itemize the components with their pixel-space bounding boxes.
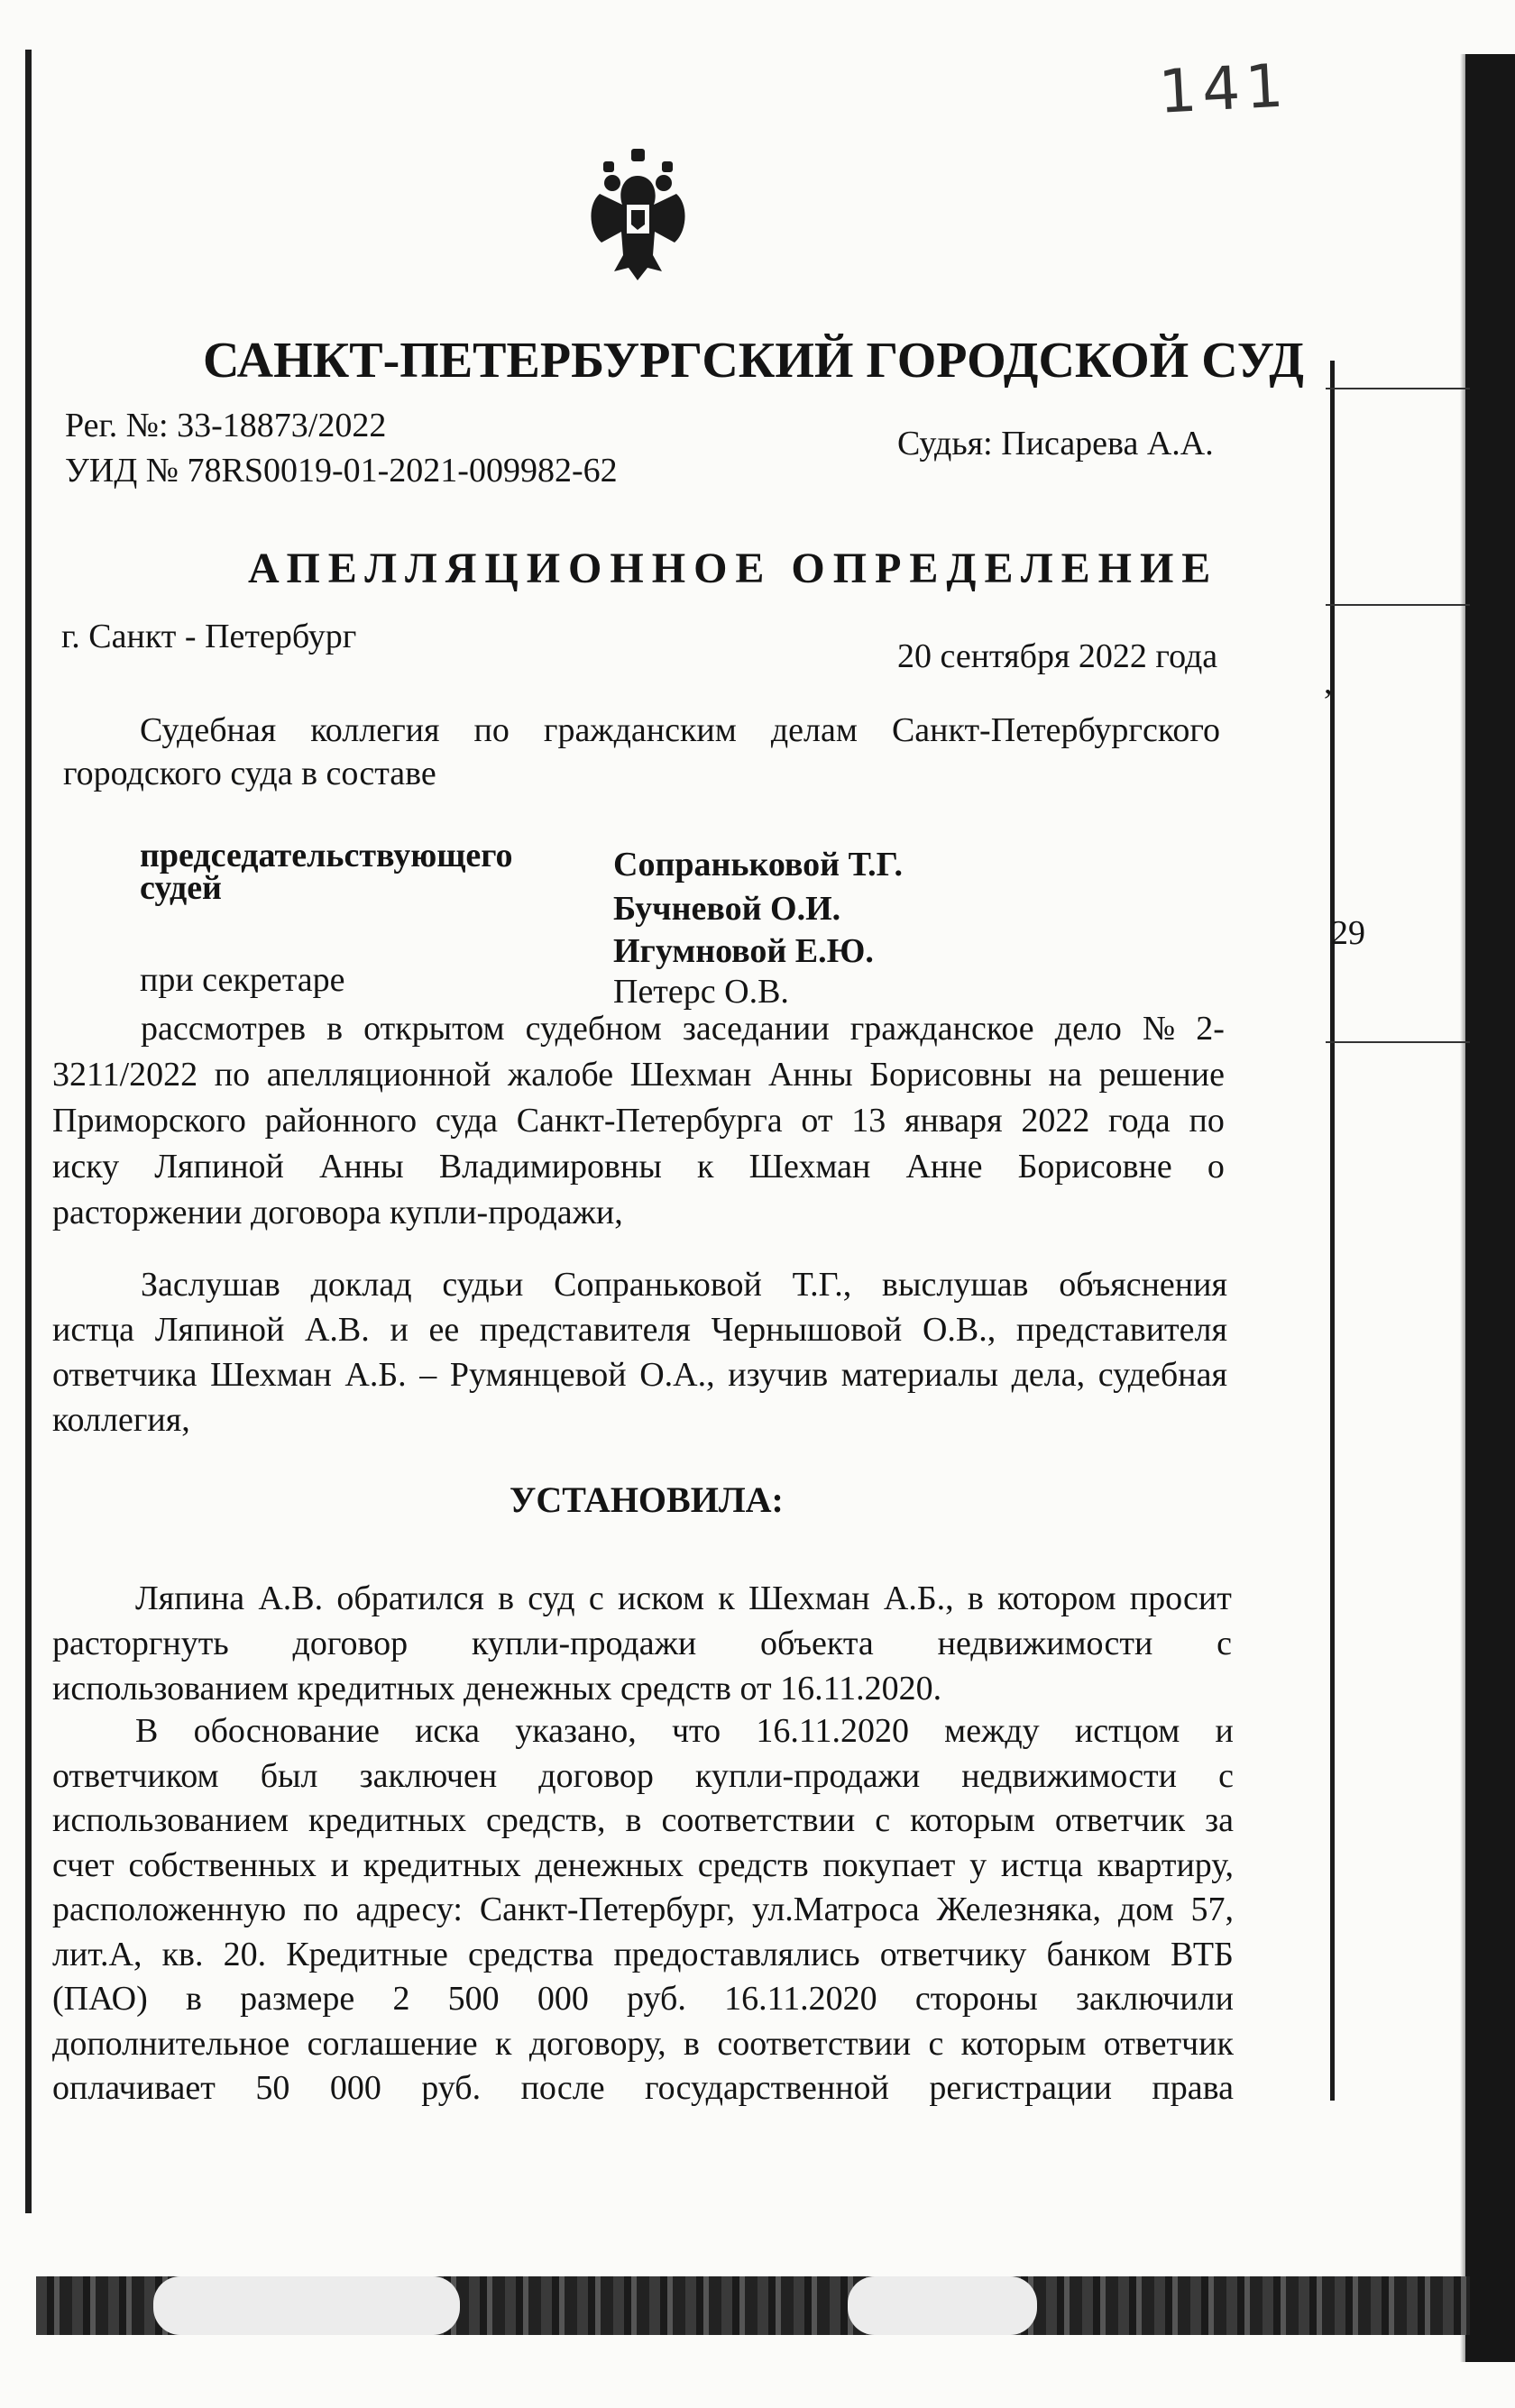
text-line: расторжении договора купли-продажи,: [52, 1194, 623, 1231]
text-line: В обоснование иска указано, что 16.11.2020 между истцом и: [135, 1712, 1234, 1750]
text-line: расположенную по адресу: Санкт-Петербург, ул.Матроса Железняка, дом 57,: [52, 1891, 1234, 1928]
registration-number: Рег. №: 33-18873/2022: [65, 407, 387, 444]
text-line: использованием кредитных средств, в соответствии с которым ответчик за: [52, 1801, 1234, 1839]
scan-left-edge: [25, 50, 32, 2213]
text-line: Заслушав доклад судьи Сопраньковой Т.Г., выслушав объяснения: [141, 1266, 1227, 1304]
scan-bottom-band: [36, 2276, 1470, 2335]
underlying-page-line: [1326, 388, 1470, 389]
text-line: истца Ляпиной А.В. и ее представителя Чернышовой О.В., представителя: [52, 1311, 1227, 1349]
heard-paragraph: [52, 1262, 1227, 1442]
city: г. Санкт - Петербург: [61, 618, 357, 655]
panel-judge: Бучневой О.И.: [613, 890, 841, 928]
coat-of-arms-emblem: [582, 149, 694, 284]
underlying-page-comma: ,: [1324, 664, 1333, 701]
secretary-name: Петерс О.В.: [613, 973, 789, 1011]
secretary-label: при секретаре: [140, 961, 345, 999]
text-line: использованием кредитных денежных средств от 16.11.2020.: [52, 1670, 942, 1708]
document-date: 20 сентября 2022 года: [897, 637, 1218, 675]
section-title: УСТАНОВИЛА:: [510, 1479, 784, 1520]
text-line: счет собственных и кредитных денежных средств покупает у истца квартиру,: [52, 1845, 1234, 1884]
trial-judge: Судья: Писарева А.А.: [897, 425, 1214, 462]
claim-paragraph: [52, 1576, 1232, 1711]
text-line: дополнительное соглашение к договору, в соответствии с которым ответчик: [52, 2024, 1234, 2063]
uid-number: УИД № 78RS0019-01-2021-009982-62: [65, 452, 618, 490]
text-line: Судебная коллегия по гражданским делам Санкт-Петербургского: [140, 711, 1220, 749]
scan-right-strip: [1465, 54, 1515, 2362]
underlying-page-line: [1326, 604, 1470, 606]
text-line: ответчиком был заключен договор купли-продажи недвижимости с: [52, 1756, 1234, 1795]
text-line: Ляпина А.В. обратился в суд с иском к Шехман А.Б., в котором просит: [135, 1579, 1232, 1617]
text-line: расторгнуть договор купли-продажи объекта недвижимости с: [52, 1625, 1232, 1662]
grounds-paragraph: [52, 1709, 1234, 2111]
underlying-page-line: [1326, 1041, 1470, 1043]
intro-paragraph: [63, 709, 1220, 795]
text-line: лит.А, кв. 20. Кредитные средства предоставлялись ответчику банком ВТБ: [52, 1935, 1234, 1973]
underlying-page-border: [1330, 361, 1335, 2101]
text-line: городского суда в составе: [63, 755, 436, 792]
presiding-judge: Сопраньковой Т.Г.: [613, 846, 903, 884]
text-line: оплачивает 50 000 руб. после государственной регистрации права: [52, 2069, 1234, 2107]
document-title: АПЕЛЛЯЦИОННОЕ ОПРЕДЕЛЕНИЕ: [248, 545, 1219, 592]
text-line: 3211/2022 по апелляционной жалобе Шехман Анны Борисовны на решение: [52, 1056, 1225, 1094]
underlying-page-number: 29: [1331, 914, 1365, 952]
text-line: (ПАО) в размере 2 500 000 руб. 16.11.2020 стороны заключили: [52, 1980, 1234, 2018]
text-line: рассмотрев в открытом судебном заседании гражданское дело № 2-: [141, 1010, 1225, 1048]
handwritten-page-number: 141: [1157, 50, 1290, 127]
court-name: САНКТ-ПЕТЕРБУРГСКИЙ ГОРОДСКОЙ СУД: [203, 333, 1304, 389]
considered-paragraph: [52, 1006, 1225, 1236]
judges-label: судей: [140, 869, 222, 907]
text-line: коллегия,: [52, 1401, 190, 1439]
text-line: Приморского районного суда Санкт-Петербурга от 13 января 2022 года по: [52, 1102, 1225, 1140]
text-line: ответчика Шехман А.Б. – Румянцевой О.А., изучив материалы дела, судебная: [52, 1356, 1227, 1394]
panel-judge: Игумновой Е.Ю.: [613, 932, 874, 970]
text-line: иску Ляпиной Анны Владимировны к Шехман Анне Борисовне о: [52, 1148, 1225, 1186]
chair-label: председательствующего: [140, 837, 513, 874]
